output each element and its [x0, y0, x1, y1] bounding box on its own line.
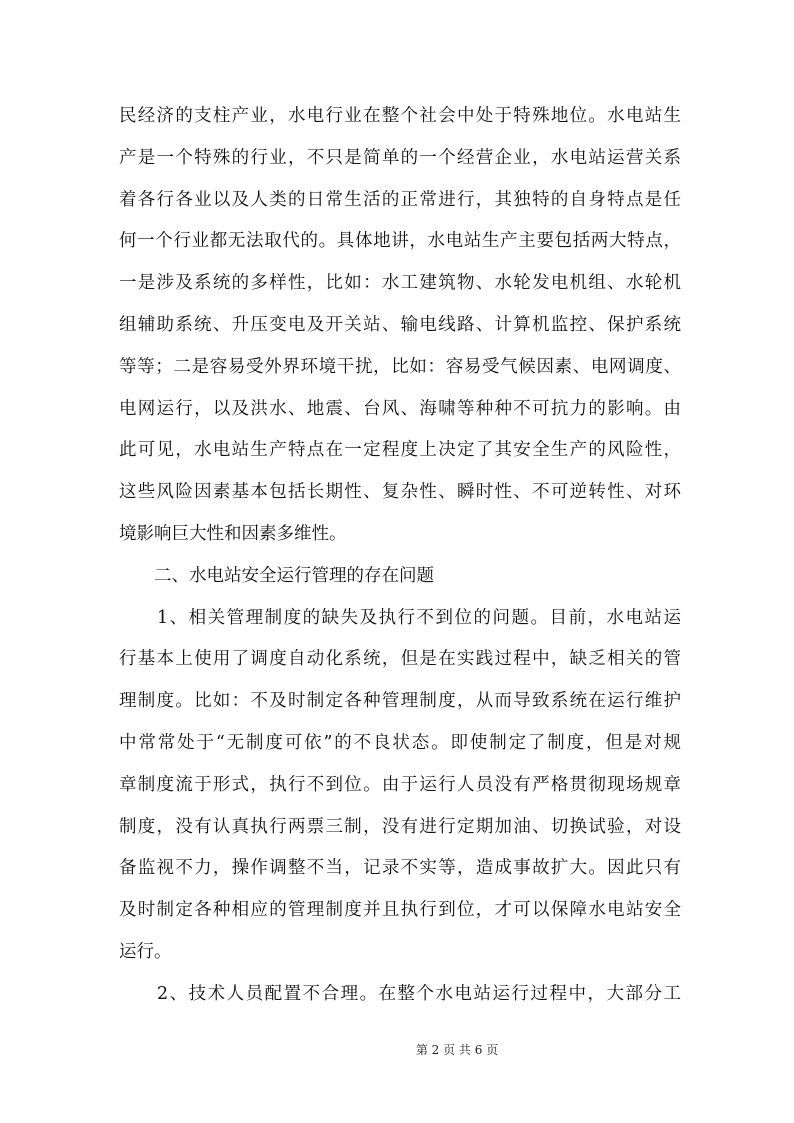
text-line: 这些风险因素基本包括长期性、复杂性、瞬时性、不可逆转性、对环	[119, 482, 681, 503]
text-line: 二、水电站安全运行管理的存在问题	[119, 565, 434, 586]
text-line: 章制度流于形式，执行不到位。由于运行人员没有严格贯彻现场规章	[119, 774, 681, 795]
text-line: 何一个行业都无法取代的。具体地讲，水电站生产主要包括两大特点，	[119, 231, 681, 252]
text-line: 一是涉及系统的多样性，比如：水工建筑物、水轮发电机组、水轮机	[119, 273, 681, 294]
text-line: 电网运行，以及洪水、地震、台风、海啸等种种不可抗力的影响。由	[119, 398, 681, 419]
document-body	[119, 96, 681, 1016]
text-line: 产是一个特殊的行业，不只是简单的一个经营企业，水电站运营关系	[119, 147, 681, 168]
text-line: 运行。	[119, 941, 172, 962]
text-line: 等等；二是容易受外界环境干扰，比如：容易受气候因素、电网调度、	[119, 356, 681, 377]
text-line: 民经济的支柱产业，水电行业在整个社会中处于特殊地位。水电站生	[119, 106, 681, 126]
text-line: 理制度。比如：不及时制定各种管理制度，从而导致系统在运行维护	[119, 691, 681, 712]
text-line: 着各行各业以及人类的日常生活的正常进行，其独特的自身特点是任	[119, 189, 681, 210]
text-line: 此可见，水电站生产特点在一定程度上决定了其安全生产的风险性，	[119, 440, 681, 461]
text-line: 及时制定各种相应的管理制度并且执行到位，才可以保障水电站安全	[119, 900, 681, 921]
text-line: 1、相关管理制度的缺失及执行不到位的问题。目前，水电站运	[119, 607, 681, 628]
text-line: 中常常处于“无制度可依”的不良状态。即使制定了制度，但是对规	[119, 732, 681, 753]
text-line: 境影响巨大性和因素多维性。	[119, 523, 347, 544]
text-line: 行基本上使用了调度自动化系统，但是在实践过程中，缺乏相关的管	[119, 649, 681, 670]
text-line: 备监视不力，操作调整不当，记录不实等，造成事故扩大。因此只有	[119, 858, 681, 879]
text-line: 制度，没有认真执行两票三制，没有进行定期加油、切换试验，对设	[119, 816, 681, 837]
text-line: 组辅助系统、升压变电及开关站、输电线路、计算机监控、保护系统	[119, 314, 681, 335]
text-line: 2、技术人员配置不合理。在整个水电站运行过程中，大部分工	[119, 983, 681, 1004]
page-number: 第 2 页 共 6 页	[415, 1043, 499, 1057]
